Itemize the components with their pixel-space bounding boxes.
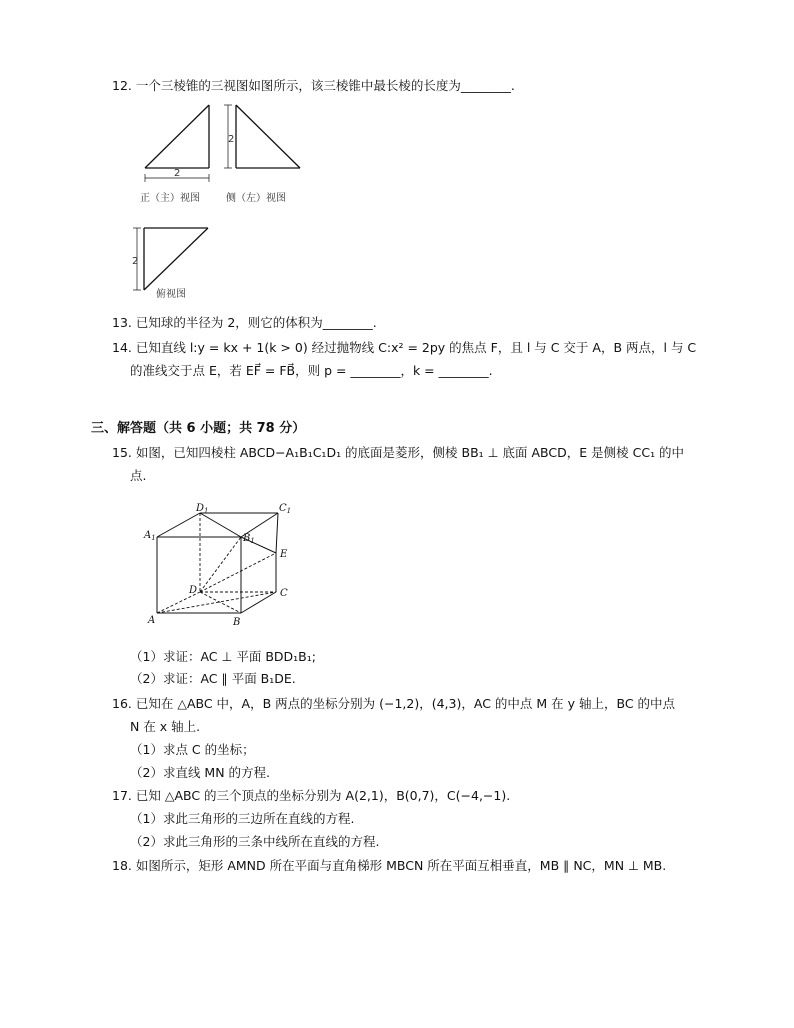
q17-part2: （2）求此三角形的三条中线所在直线的方程. — [130, 834, 380, 849]
q16-line1: 16. 已知在 △ABC 中，A，B 两点的坐标分别为 (−1,2)，(4,3)，AC 的中点 M 在 y 轴上，BC 的中点 — [112, 696, 676, 711]
q16-line2: N 在 x 轴上. — [130, 719, 201, 734]
q16-part1: （1）求点 C 的坐标； — [130, 742, 255, 757]
front-view-caption: 正（主）视图 — [140, 193, 200, 204]
q12-text: 12. 一个三棱锥的三视图如图所示，该三棱锥中最长棱的长度为________. — [112, 78, 515, 93]
label-B: B — [233, 617, 241, 628]
label-E: E — [280, 549, 288, 560]
q16-part2: （2）求直线 MN 的方程. — [130, 765, 271, 780]
top-dim-label: 2 — [132, 256, 139, 267]
label-A1: $A_1$ — [144, 530, 156, 542]
q18-line1: 18. 如图所示，矩形 AMND 所在平面与直角梯形 MBCN 所在平面互相垂直，MB ∥ NC，MN ⊥ MB. — [112, 858, 667, 873]
label-D: D — [189, 585, 198, 596]
q15-line1: 15. 如图，已知四棱柱 ABCD−A₁B₁C₁D₁ 的底面是菱形，侧棱 BB₁ ⊥ 底面 ABCD，E 是侧棱 CC₁ 的中 — [112, 445, 685, 460]
q15-line2: 点. — [130, 468, 147, 483]
side-view-caption: 侧（左）视图 — [226, 193, 286, 204]
q13-text: 13. 已知球的半径为 2，则它的体积为________. — [112, 315, 377, 330]
top-view-caption: 俯视图 — [156, 289, 186, 300]
q12-front-view-figure — [140, 100, 220, 210]
section3-heading: 三、解答题（共 6 小题；共 78 分） — [91, 421, 306, 436]
q12-top-view-figure — [130, 224, 220, 304]
side-dim-label: 2 — [228, 134, 235, 145]
q15-prism-figure — [140, 500, 310, 635]
label-C1: $C_1$ — [279, 503, 292, 515]
q17-line1: 17. 已知 △ABC 的三个顶点的坐标分别为 A(2,1)，B(0,7)，C(−4,−1). — [112, 788, 511, 803]
label-D1: $D_1$ — [196, 503, 209, 515]
label-C: C — [280, 588, 288, 599]
q14-line1: 14. 已知直线 l:y = kx + 1(k > 0) 经过抛物线 C:x² = 2py 的焦点 F，且 l 与 C 交于 A，B 两点，l 与 C — [112, 340, 697, 355]
q12-side-view-figure — [222, 100, 312, 210]
q15-part2: （2）求证：AC ∥ 平面 B₁DE. — [130, 671, 296, 686]
label-B1: $B_1$ — [243, 533, 255, 545]
q14-line2: 的准线交于点 E，若 EF⃗ = FB⃗，则 p = ________，k = ________. — [130, 363, 493, 378]
front-dim-label: 2 — [174, 168, 181, 179]
q17-part1: （1）求此三角形的三边所在直线的方程. — [130, 811, 355, 826]
q15-part1: （1）求证：AC ⊥ 平面 BDD₁B₁; — [130, 649, 316, 664]
label-A: A — [148, 615, 156, 626]
